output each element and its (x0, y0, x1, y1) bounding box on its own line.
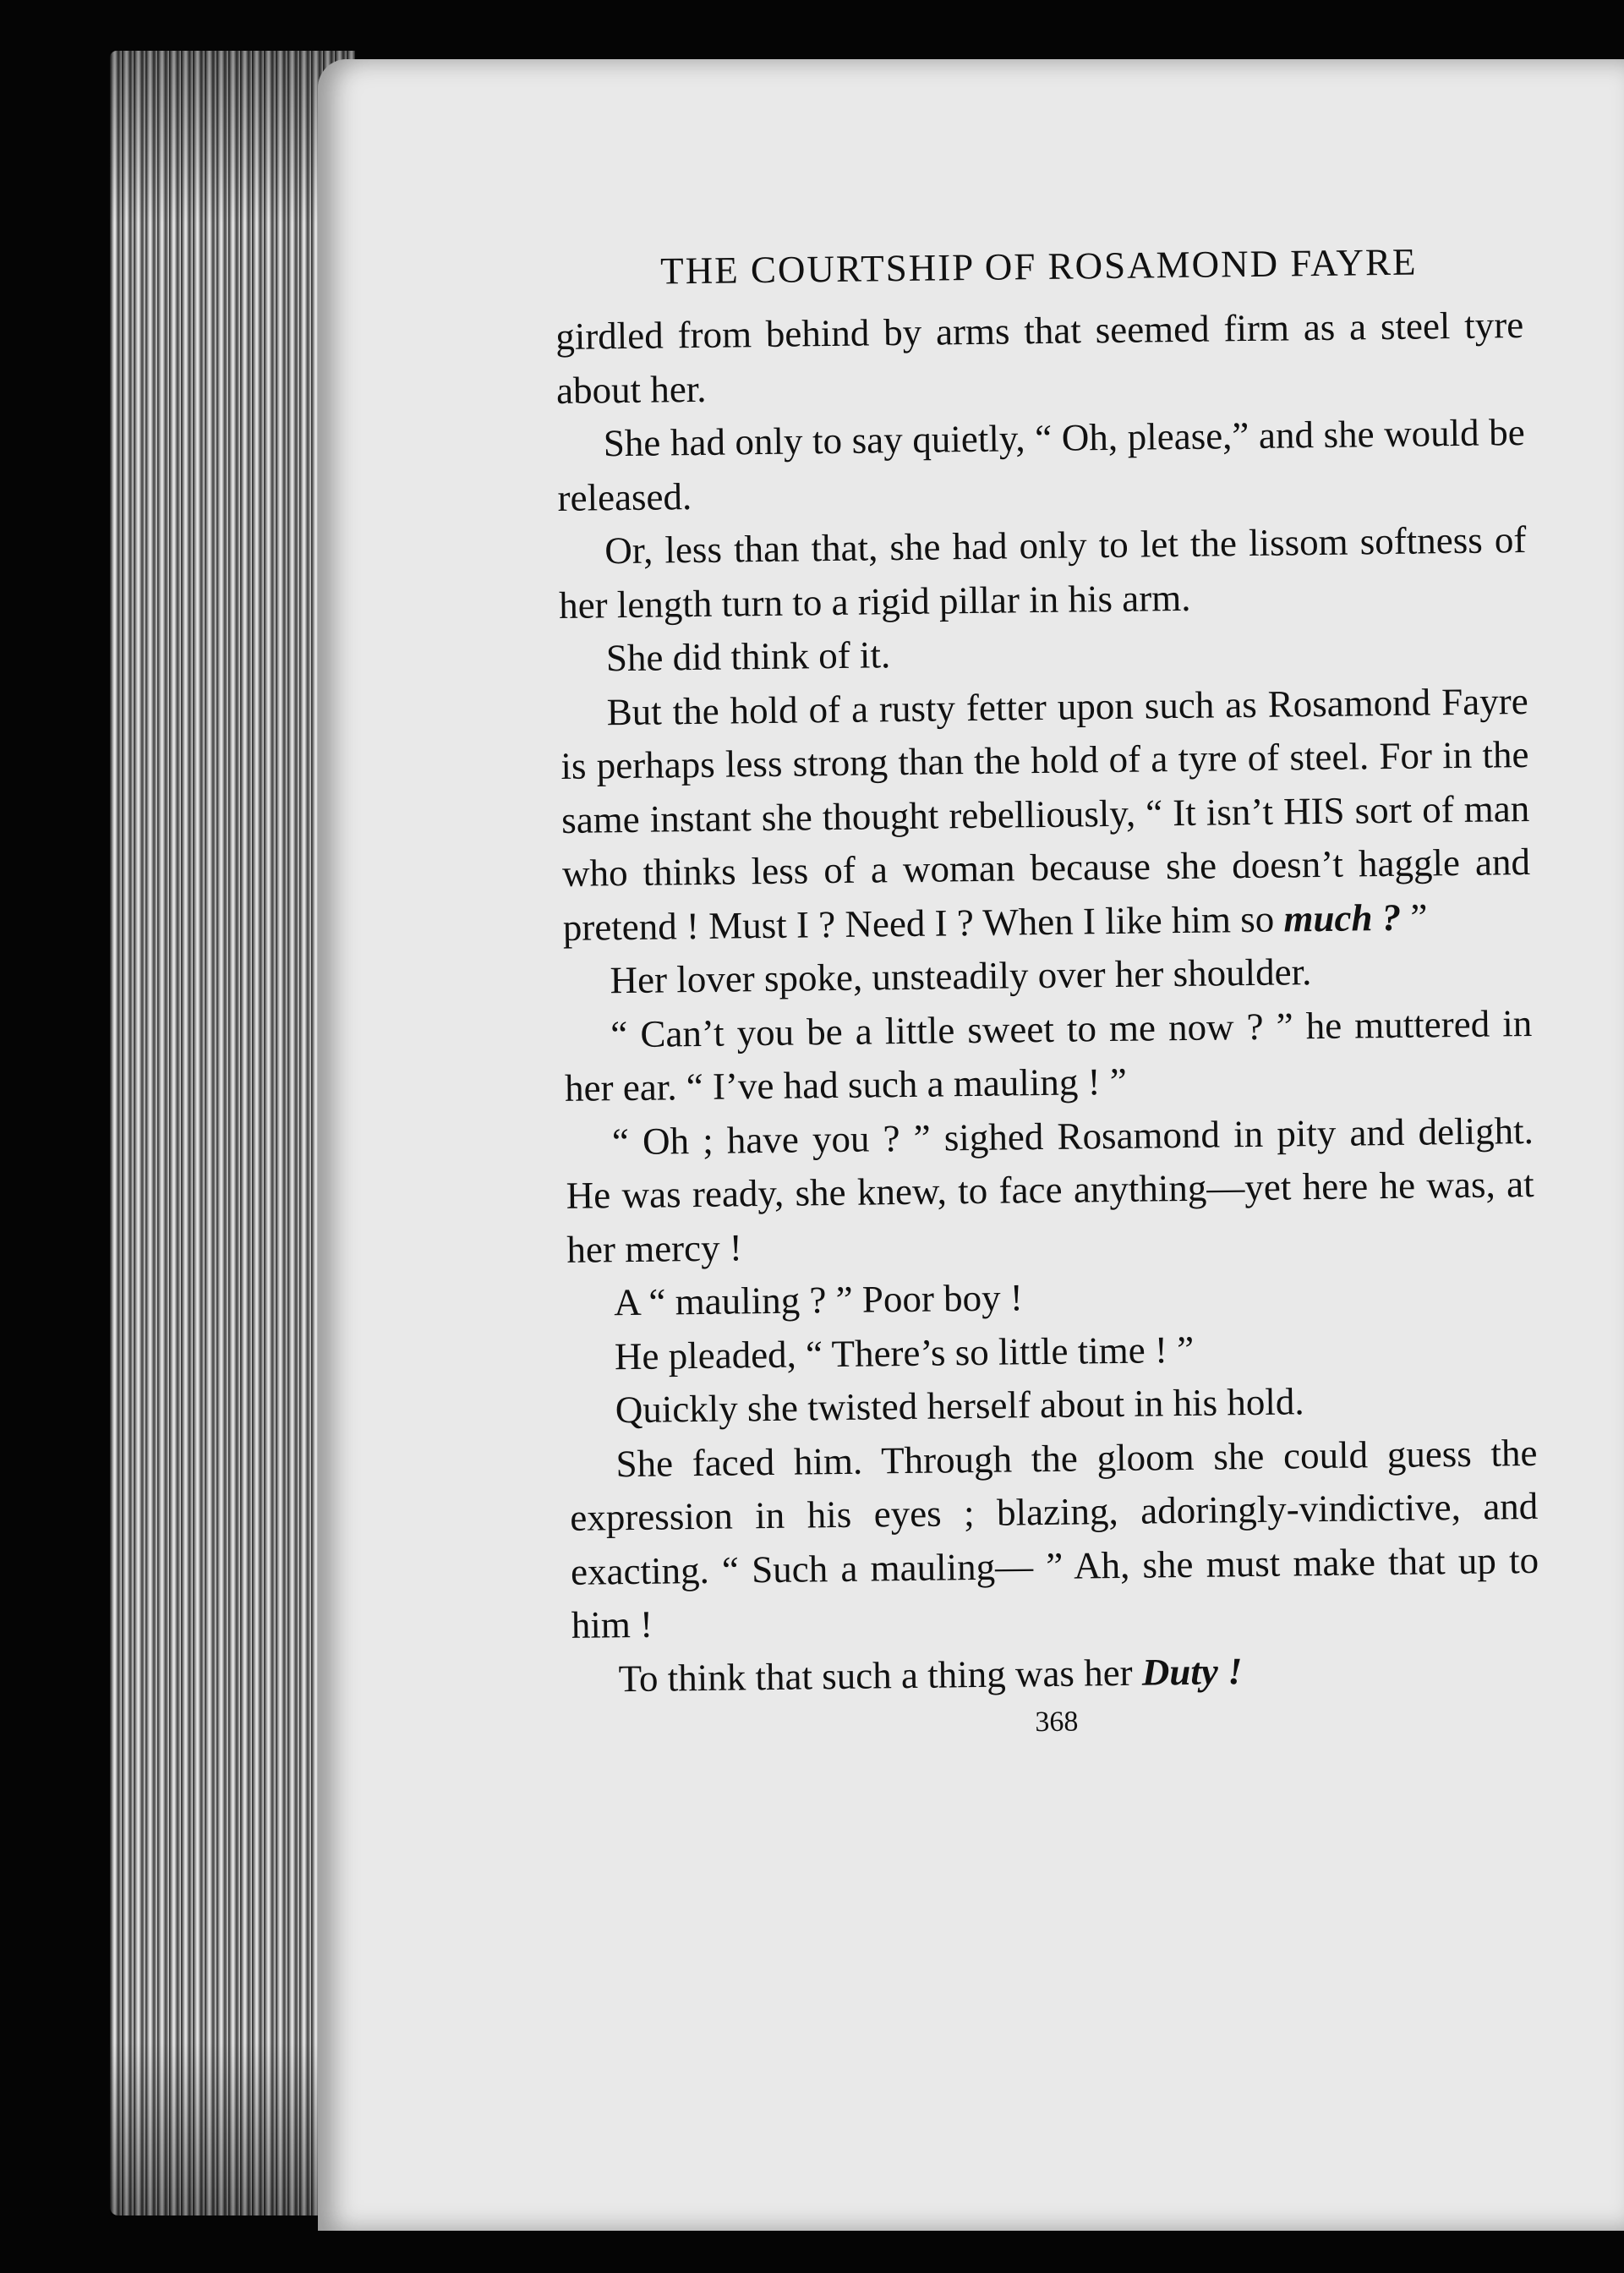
page-number: 368 (1035, 1706, 1079, 1739)
paragraph: She had only to say quietly, “ Oh, please,” and she would be released. (557, 410, 1526, 519)
page-text-block (555, 238, 1541, 1746)
paragraph: She faced him. Through the gloom she could guess the expression in his eyes ; blazing, adoringly-vindictive, and exacting. “ Such a mauling— ” Ah, she must make that up to him ! (570, 1431, 1539, 1646)
running-head: THE COURTSHIP OF ROSAMOND FAYRE (659, 240, 1418, 293)
paragraph: But the hold of a rusty fetter upon such as Rosamond Fayre is perhaps less strong than the hold of a tyre of steel. For in the same instant she thought rebelliously, “ It isn’t HIS sort of man who thinks less of a woman because she doesn’t haggle and pretend ! Must I ? Need I ? When I like him so much ? ” (560, 679, 1531, 949)
paragraph: “ Oh ; have you ? ” sighed Rosamond in pity and delight. He was ready, she knew, to face anything—yet here he was, at her mercy ! (566, 1109, 1534, 1271)
paragraph: Her lover spoke, unsteadily over her shoulder. (610, 950, 1312, 1002)
paragraph: A “ mauling ? ” Poor boy ! (613, 1276, 1024, 1324)
paragraph: He pleaded, “ There’s so little time ! ” (614, 1328, 1195, 1377)
emphasis: Duty ! (1141, 1649, 1243, 1694)
emphasis: much ? (1283, 896, 1402, 940)
paragraph: To think that such a thing was her Duty ! (618, 1649, 1243, 1700)
paragraph: She did think of it. (605, 633, 891, 680)
paragraph: girdled from behind by arms that seemed firm as a steel tyre about her. (555, 304, 1524, 412)
paragraph: “ Can’t you be a little sweet to me now ? ” he muttered in her ear. “ I’ve had such a mauling ! ” (564, 1001, 1533, 1109)
paragraph: Quickly she twisted herself about in his hold. (615, 1380, 1304, 1432)
book-page (318, 59, 1624, 2231)
paragraph: Or, less than that, she had only to let the lissom softness of her length turn to a rigid pillar in his arm. (558, 518, 1527, 627)
